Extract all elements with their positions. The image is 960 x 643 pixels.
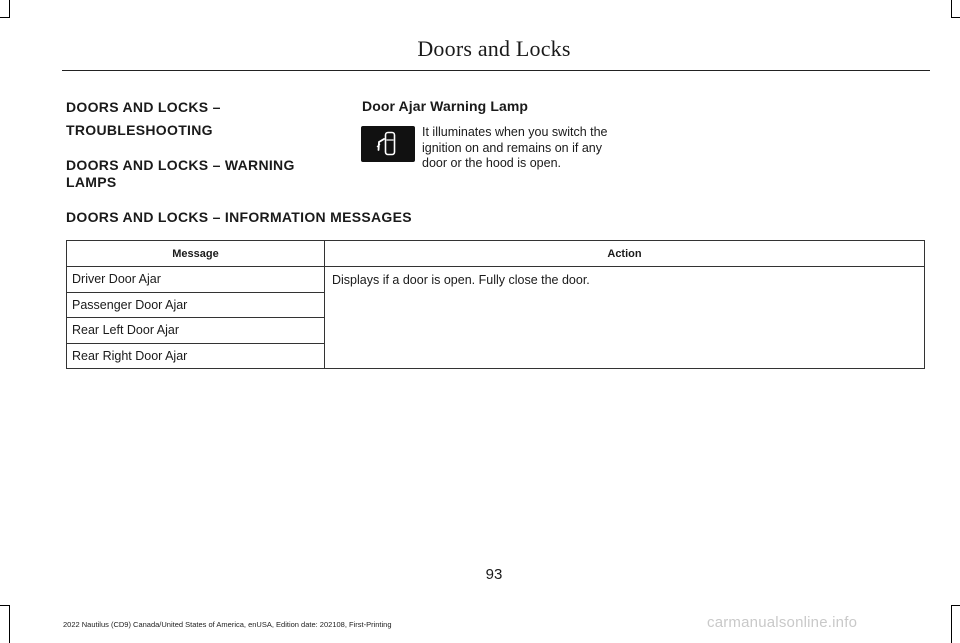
- information-messages-table: [66, 240, 925, 369]
- message-cell: Rear Right Door Ajar: [67, 343, 325, 369]
- table-header-row: [67, 241, 925, 267]
- table-row: [67, 267, 925, 293]
- edition-footer: 2022 Nautilus (CD9) Canada/United States of America, enUSA, Edition date: 202108, First-Printing: [63, 620, 392, 629]
- crop-mark: [951, 605, 960, 606]
- watermark: carmanualsonline.info: [707, 614, 858, 631]
- lamp-heading: Door Ajar Warning Lamp: [362, 98, 529, 114]
- heading-warning-lamps: [66, 157, 295, 191]
- heading-troubleshooting-line2: TROUBLESHOOTING: [66, 122, 213, 138]
- message-cell: Driver Door Ajar: [67, 267, 325, 293]
- column-header-message: Message: [67, 241, 325, 267]
- action-cell: Displays if a door is open. Fully close the door.: [325, 267, 925, 369]
- door-ajar-warning-icon: [361, 126, 415, 162]
- heading-warning-lamps-line2: LAMPS: [66, 174, 117, 190]
- message-cell: Rear Left Door Ajar: [67, 318, 325, 344]
- crop-mark: [9, 605, 10, 643]
- heading-troubleshooting: [66, 99, 221, 139]
- crop-mark: [951, 17, 960, 18]
- column-header-action: Action: [325, 241, 925, 267]
- crop-mark: [951, 0, 952, 17]
- crop-mark: [0, 17, 10, 18]
- header-divider: [62, 70, 930, 71]
- heading-warning-lamps-line1: DOORS AND LOCKS – WARNING: [66, 157, 295, 173]
- lamp-description: [422, 125, 642, 172]
- lamp-description-line: door or the hood is open.: [422, 156, 561, 170]
- heading-troubleshooting-line1: DOORS AND LOCKS –: [66, 99, 221, 115]
- lamp-description-line: ignition on and remains on if any: [422, 140, 602, 155]
- crop-mark: [0, 605, 10, 606]
- page-header-title: Doors and Locks: [417, 36, 571, 61]
- lamp-description-line: It illuminates when you switch the: [422, 125, 608, 139]
- heading-information-messages: DOORS AND LOCKS – INFORMATION MESSAGES: [66, 209, 412, 225]
- crop-mark: [9, 0, 10, 17]
- crop-mark: [951, 605, 952, 643]
- message-cell: Passenger Door Ajar: [67, 292, 325, 318]
- page-number: 93: [485, 566, 503, 583]
